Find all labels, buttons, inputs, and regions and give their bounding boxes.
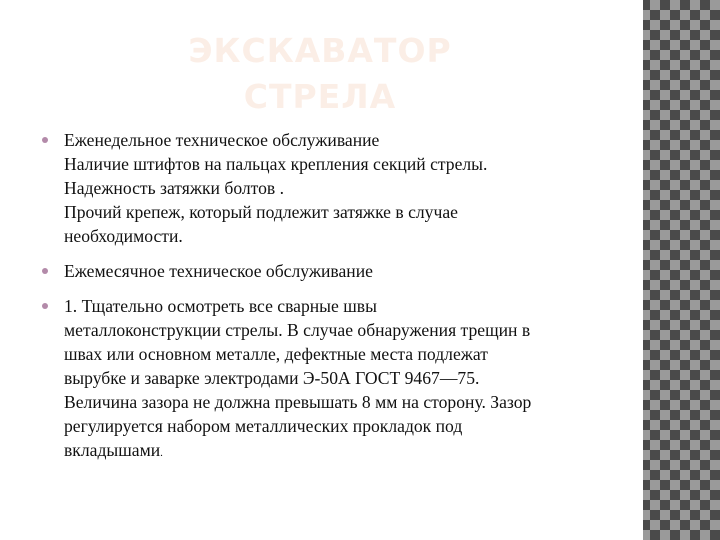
list-item-monthly-maintenance xyxy=(42,259,608,283)
item-line: швах или основном металле, дефектные места подлежат xyxy=(64,344,488,364)
item-line: Прочий крепеж, который подлежит затяжке в случае xyxy=(64,202,458,222)
bullet-list xyxy=(42,128,608,476)
item-line: металлоконструкции стрелы. В случае обнаружения трещин в xyxy=(64,320,531,340)
item-line: регулируется набором металлических прокладок под xyxy=(64,416,463,436)
item-line: необходимости. xyxy=(64,226,183,246)
item-line: 1. Тщательно осмотреть все сварные швы xyxy=(64,296,377,316)
item-line: Еженедельное техническое обслуживание xyxy=(64,130,380,150)
item-line-last-text: вкладышами xyxy=(64,440,161,460)
list-item-inspection xyxy=(42,294,608,465)
item-line: Надежность затяжки болтов . xyxy=(64,178,285,198)
item-line-last xyxy=(64,438,608,465)
slide-title xyxy=(0,28,640,120)
title-line-2: СТРЕЛА xyxy=(243,77,397,116)
bullet-icon xyxy=(42,268,48,274)
item-line-last-suffix: . xyxy=(160,447,163,459)
decorative-diamond-pattern xyxy=(640,0,720,540)
item-line: вырубке и заварке электродами Э-50А ГОСТ 9467—75. xyxy=(64,368,480,388)
bullet-icon xyxy=(42,137,48,143)
item-line: Величина зазора не должна превышать 8 мм на сторону. Зазор xyxy=(64,392,532,412)
bullet-icon xyxy=(42,303,48,309)
list-item-weekly-maintenance xyxy=(42,128,608,248)
title-line-1: ЭКСКАВАТОР xyxy=(188,31,452,70)
item-line: Ежемесячное техническое обслуживание xyxy=(64,261,373,281)
item-line: Наличие штифтов на пальцах крепления секций стрелы. xyxy=(64,154,488,174)
